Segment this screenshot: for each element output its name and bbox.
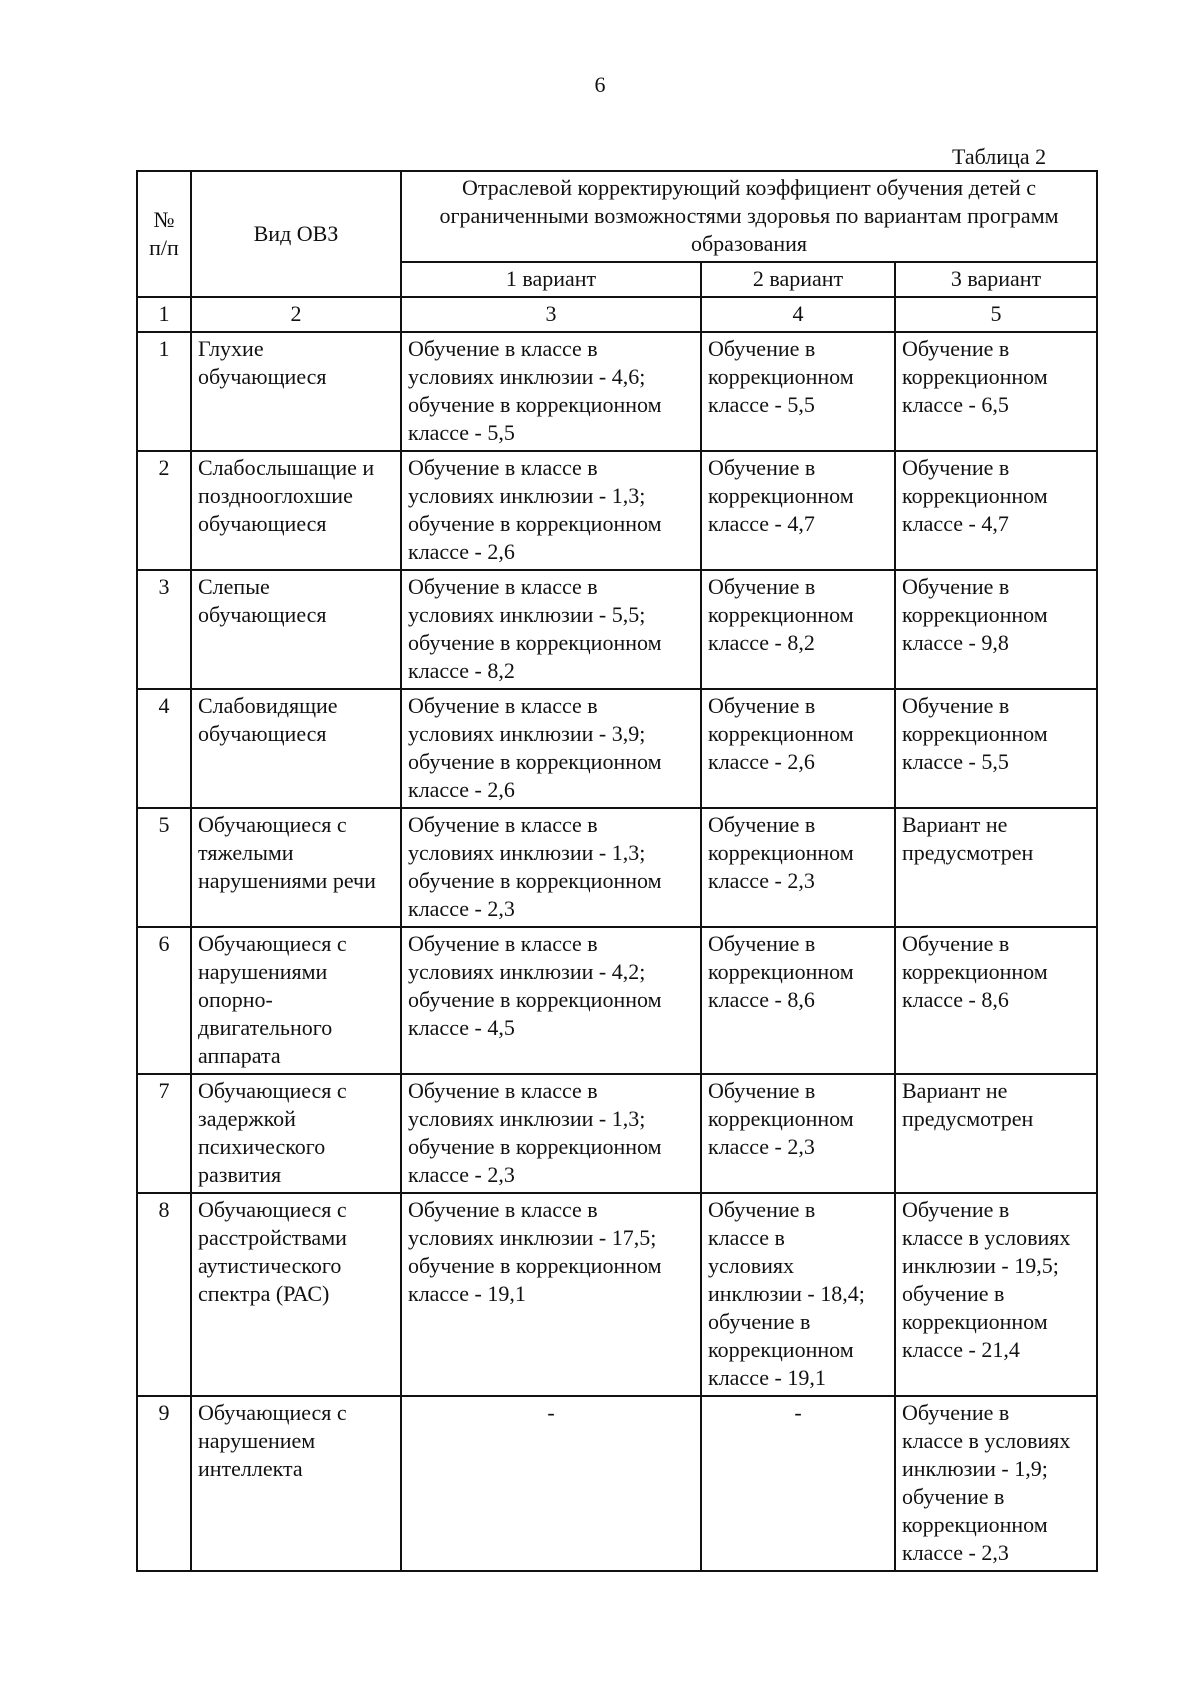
table-row (137, 451, 1097, 570)
disability-type-cell: Обучающиеся с задержкой психического развития (191, 1074, 401, 1193)
variant-2-cell: Обучение в коррекционном классе - 4,7 (701, 451, 895, 570)
disability-type-cell: Слабовидящие обучающиеся (191, 689, 401, 808)
variant-2-cell: Обучение в коррекционном классе - 8,2 (701, 570, 895, 689)
variant-1-cell: - (401, 1396, 701, 1571)
table-row (137, 689, 1097, 808)
variant-3-cell: Обучение в коррекционном классе - 9,8 (895, 570, 1097, 689)
column-number: 1 (137, 297, 191, 332)
variant-1-cell: Обучение в классе в условиях инклюзии - 4,2; обучение в коррекционном классе - 4,5 (401, 927, 701, 1074)
row-number-cell: 6 (137, 927, 191, 1074)
table-row (137, 808, 1097, 927)
header-group: Отраслевой корректирующий коэффициент обучения детей с ограниченными возможностями здоровья по вариантам программ образования (401, 171, 1097, 262)
variant-2-cell: Обучение в коррекционном классе - 2,3 (701, 1074, 895, 1193)
table-row (137, 1396, 1097, 1571)
variant-1-cell: Обучение в классе в условиях инклюзии - 1,3; обучение в коррекционном классе - 2,3 (401, 808, 701, 927)
variant-2-cell: Обучение в коррекционном классе - 5,5 (701, 332, 895, 451)
disability-type-cell: Обучающиеся с тяжелыми нарушениями речи (191, 808, 401, 927)
table-row (137, 1193, 1097, 1396)
row-number-cell: 7 (137, 1074, 191, 1193)
row-number-cell: 2 (137, 451, 191, 570)
disability-type-cell: Слепые обучающиеся (191, 570, 401, 689)
variant-3-cell: Обучение в коррекционном классе - 8,6 (895, 927, 1097, 1074)
variant-1-cell: Обучение в классе в условиях инклюзии - 1,3; обучение в коррекционном классе - 2,3 (401, 1074, 701, 1193)
table-row (137, 570, 1097, 689)
disability-type-cell: Глухие обучающиеся (191, 332, 401, 451)
variant-2-cell: - (701, 1396, 895, 1571)
variant-3-cell: Вариант не предусмотрен (895, 808, 1097, 927)
header-variant-3: 3 вариант (895, 262, 1097, 297)
variant-1-cell: Обучение в классе в условиях инклюзии - 1,3; обучение в коррекционном классе - 2,6 (401, 451, 701, 570)
variant-2-cell: Обучение в коррекционном классе - 2,3 (701, 808, 895, 927)
table-row (137, 927, 1097, 1074)
variant-3-cell: Обучение в классе в условиях инклюзии - 1,9; обучение в коррекционном классе - 2,3 (895, 1396, 1097, 1571)
column-numbers-row (137, 297, 1097, 332)
variant-1-cell: Обучение в классе в условиях инклюзии - 3,9; обучение в коррекционном классе - 2,6 (401, 689, 701, 808)
row-number-cell: 8 (137, 1193, 191, 1396)
variant-2-cell: Обучение в коррекционном классе - 2,6 (701, 689, 895, 808)
row-number-cell: 4 (137, 689, 191, 808)
header-variant-1: 1 вариант (401, 262, 701, 297)
coefficients-table (136, 170, 1098, 1572)
column-number: 2 (191, 297, 401, 332)
header-type: Вид ОВЗ (191, 171, 401, 297)
disability-type-cell: Обучающиеся с нарушением интеллекта (191, 1396, 401, 1571)
column-number: 3 (401, 297, 701, 332)
variant-1-cell: Обучение в классе в условиях инклюзии - 17,5; обучение в коррекционном классе - 19,1 (401, 1193, 701, 1396)
table-row (137, 1074, 1097, 1193)
disability-type-cell: Обучающиеся с расстройствами аутистического спектра (РАС) (191, 1193, 401, 1396)
row-number-cell: 5 (137, 808, 191, 927)
header-variant-2: 2 вариант (701, 262, 895, 297)
row-number-cell: 1 (137, 332, 191, 451)
variant-2-cell: Обучение в классе в условиях инклюзии - 18,4; обучение в коррекционном классе - 19,1 (701, 1193, 895, 1396)
row-number-cell: 9 (137, 1396, 191, 1571)
table-caption: Таблица 2 (952, 144, 1047, 169)
variant-3-cell: Обучение в коррекционном классе - 6,5 (895, 332, 1097, 451)
table-row (137, 332, 1097, 451)
variant-1-cell: Обучение в классе в условиях инклюзии - 5,5; обучение в коррекционном классе - 8,2 (401, 570, 701, 689)
disability-type-cell: Слабослышащие и позднооглохшие обучающиеся (191, 451, 401, 570)
variant-1-cell: Обучение в классе в условиях инклюзии - 4,6; обучение в коррекционном классе - 5,5 (401, 332, 701, 451)
variant-3-cell: Обучение в коррекционном классе - 4,7 (895, 451, 1097, 570)
header-num: № п/п (137, 171, 191, 297)
page-number: 6 (594, 72, 606, 97)
disability-type-cell: Обучающиеся с нарушениями опорно- двигательного аппарата (191, 927, 401, 1074)
variant-3-cell: Вариант не предусмотрен (895, 1074, 1097, 1193)
variant-3-cell: Обучение в классе в условиях инклюзии - 19,5; обучение в коррекционном классе - 21,4 (895, 1193, 1097, 1396)
variant-2-cell: Обучение в коррекционном классе - 8,6 (701, 927, 895, 1074)
variant-3-cell: Обучение в коррекционном классе - 5,5 (895, 689, 1097, 808)
column-number: 5 (895, 297, 1097, 332)
header-row-1 (137, 171, 1097, 262)
row-number-cell: 3 (137, 570, 191, 689)
column-number: 4 (701, 297, 895, 332)
